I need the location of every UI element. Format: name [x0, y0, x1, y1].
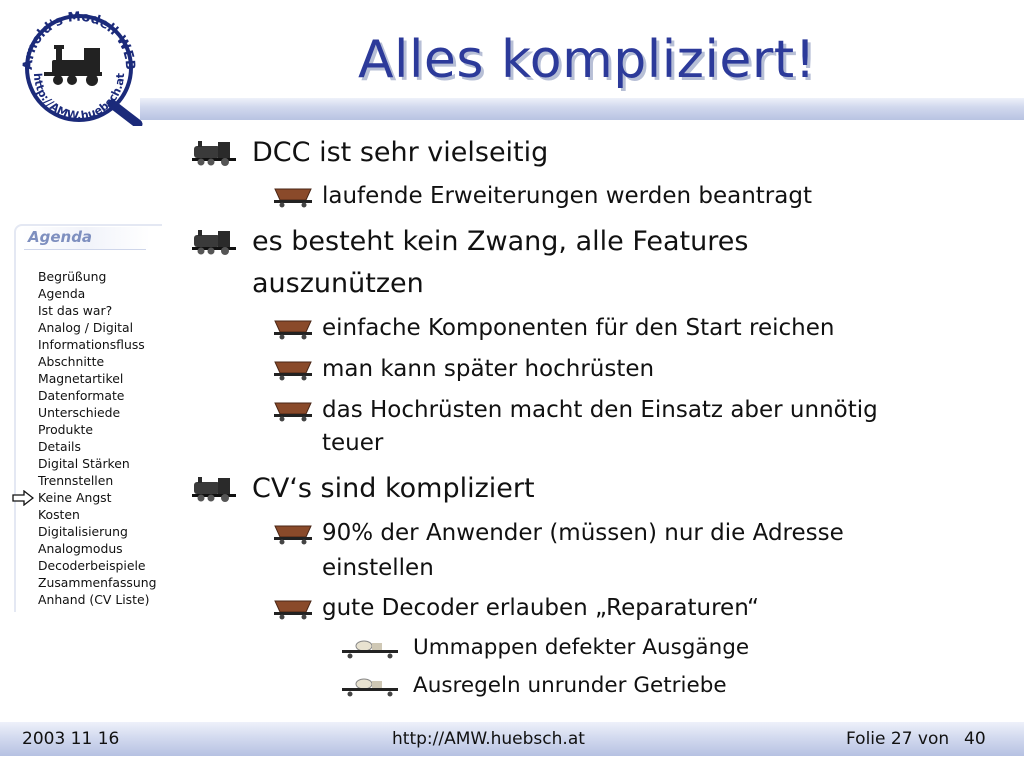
agenda-item[interactable]: Analogmodus: [38, 541, 123, 556]
agenda-heading: Agenda: [28, 228, 93, 246]
svg-text:Arnold's Modell WEB: Arnold's Modell WEB: [20, 9, 138, 71]
bullet-l2-text: gute Decoder erlauben „Reparaturen“: [322, 595, 760, 621]
agenda-item[interactable]: Zusammenfassung: [38, 575, 157, 590]
agenda-item[interactable]: Produkte: [38, 422, 94, 437]
agenda-item[interactable]: Datenformate: [38, 388, 125, 403]
bullet-l3-text: Ummappen defekter Ausgänge: [413, 635, 750, 660]
steam-locomotive-icon: [192, 140, 240, 166]
hopper-wagon-icon: [272, 400, 314, 422]
agenda-item[interactable]: Ist das war?: [38, 303, 113, 318]
agenda-item[interactable]: Kosten: [38, 507, 80, 522]
agenda-item[interactable]: Digital Stärken: [38, 456, 130, 471]
footer-date: 2003 11 16: [22, 729, 120, 749]
agenda-item[interactable]: Unterschiede: [38, 405, 121, 420]
steam-locomotive-icon: [192, 476, 240, 502]
agenda-item[interactable]: Anhand (CV Liste): [38, 592, 150, 607]
footer-url-link[interactable]: http://AMW.huebsch.at: [392, 729, 585, 749]
agenda-item[interactable]: Analog / Digital: [38, 320, 134, 335]
agenda-item[interactable]: Decoderbeispiele: [38, 558, 146, 573]
agenda-item[interactable]: Magnetartikel: [38, 371, 124, 386]
bullet-l1-text-cont: auszunützen: [252, 268, 424, 299]
hopper-wagon-icon: [272, 598, 314, 620]
slide-total: 40: [964, 729, 986, 749]
svg-text:http://AMW.huebsch.at: http://AMW.huebsch.at: [30, 72, 128, 123]
hopper-wagon-icon: [272, 523, 314, 545]
flat-wagon-icon: [340, 676, 400, 698]
agenda-item[interactable]: Agenda: [38, 286, 86, 301]
bullet-l2-text: 90% der Anwender (müssen) nur die Adresse: [322, 520, 844, 546]
agenda-item[interactable]: Abschnitte: [38, 354, 105, 369]
bullet-l1-text: es besteht kein Zwang, alle Features: [252, 226, 749, 257]
steam-locomotive-icon: [192, 229, 240, 255]
bullet-l1-text: DCC ist sehr vielseitig: [252, 137, 549, 168]
bullet-l2-text: das Hochrüsten macht den Einsatz aber unnötig: [322, 397, 878, 423]
right-arrow-icon: [12, 490, 34, 506]
flat-wagon-icon: [340, 638, 400, 660]
agenda-item[interactable]: Trennstellen: [38, 473, 114, 488]
bullet-l2-text: einfache Komponenten für den Start reichen: [322, 315, 835, 341]
hopper-wagon-icon: [272, 318, 314, 340]
agenda-list: [38, 268, 156, 608]
agenda-item[interactable]: Begrüßung: [38, 269, 107, 284]
bullet-l2-text: laufende Erweiterungen werden beantragt: [322, 183, 812, 209]
bullet-l1-text: CV‘s sind kompliziert: [252, 473, 535, 504]
slide-number-label: Folie 27 von: [846, 729, 950, 749]
bullet-l2-text-cont: einstellen: [322, 555, 434, 581]
agenda-item[interactable]: Details: [38, 439, 81, 454]
title-underline-bar: [140, 98, 1024, 120]
agenda-item[interactable]: Digitalisierung: [38, 524, 128, 539]
agenda-item[interactable]: Informationsfluss: [38, 337, 145, 352]
bullet-l2-text-cont: teuer: [322, 430, 384, 456]
bullet-l3-text: Ausregeln unrunder Getriebe: [413, 673, 727, 698]
bullet-l2-text: man kann später hochrüsten: [322, 356, 655, 382]
hopper-wagon-icon: [272, 359, 314, 381]
hopper-wagon-icon: [272, 186, 314, 208]
agenda-item-current[interactable]: Keine Angst: [38, 490, 112, 505]
slide-title: Alles kompliziert!: [357, 30, 817, 90]
agenda-divider: [24, 249, 146, 250]
